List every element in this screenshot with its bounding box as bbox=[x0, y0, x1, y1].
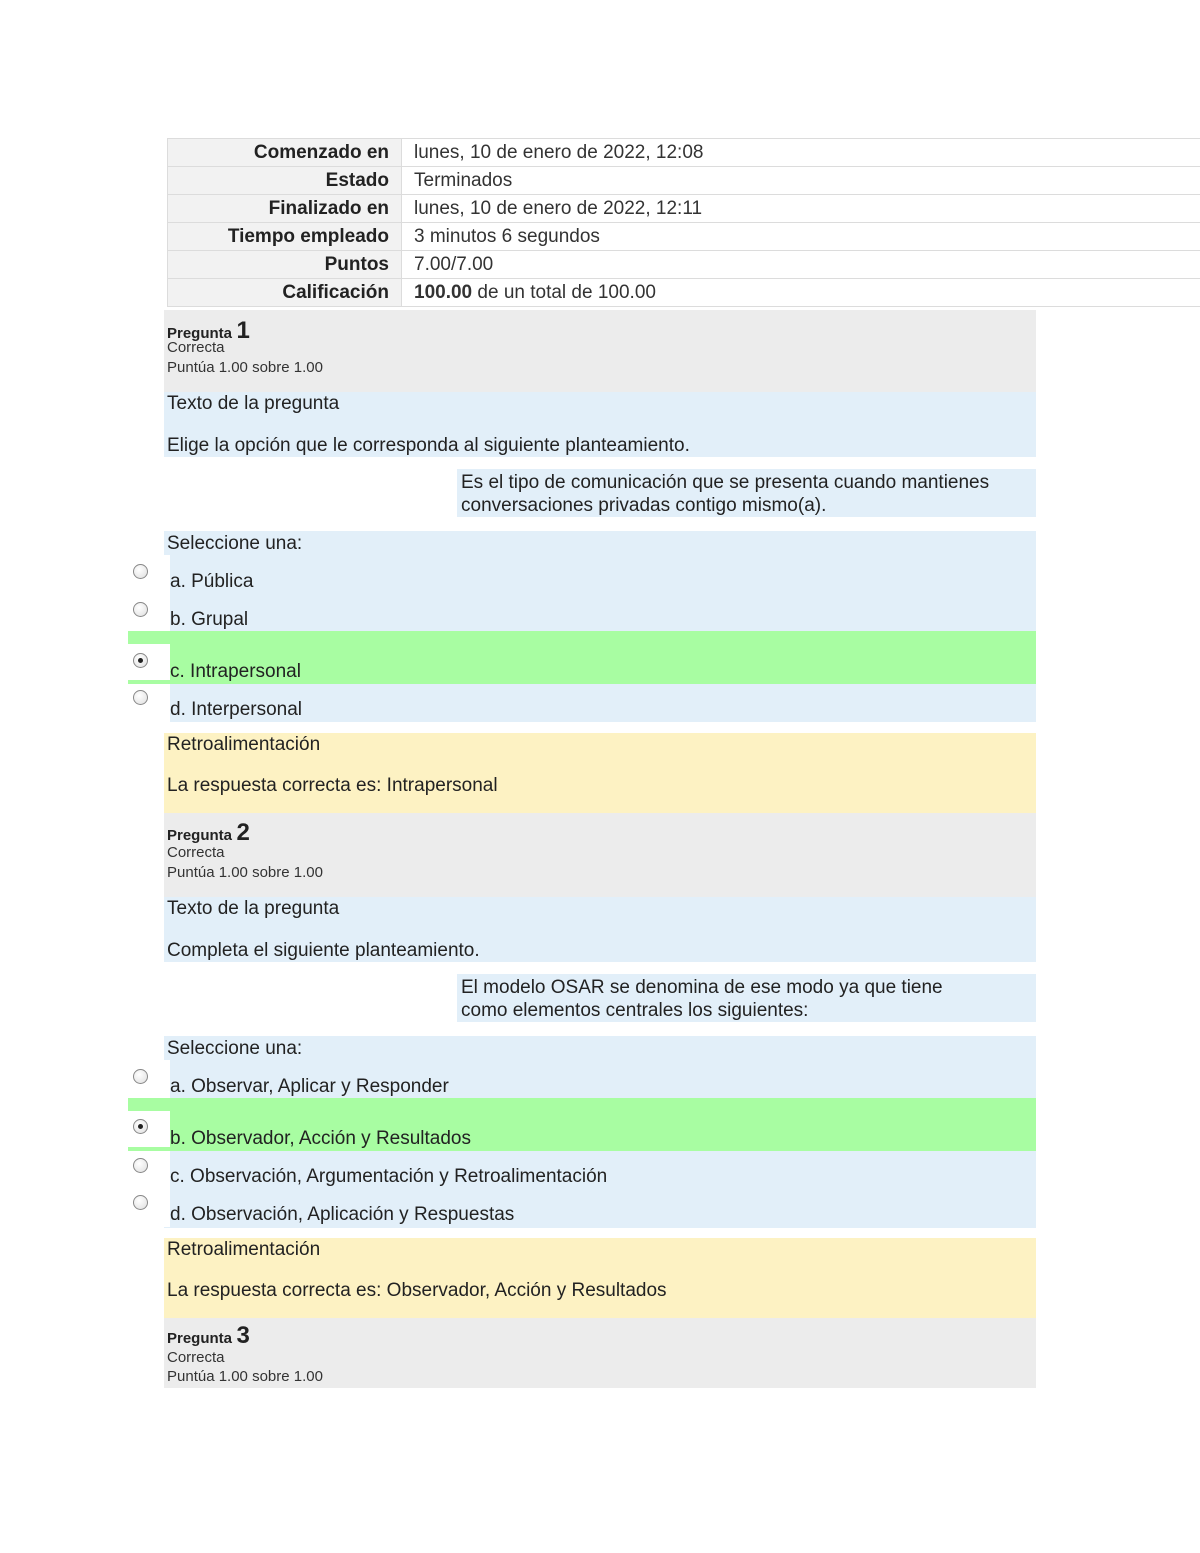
question-3-info bbox=[164, 1318, 1036, 1388]
radio-button[interactable] bbox=[133, 690, 148, 705]
feedback-heading: Retroalimentación bbox=[167, 734, 321, 755]
radio-button-checked[interactable] bbox=[133, 1119, 148, 1134]
summary-row bbox=[168, 139, 1200, 167]
question-number: 2 bbox=[236, 819, 250, 846]
question-status: Correcta bbox=[167, 1349, 225, 1366]
question-2-feedback bbox=[164, 1238, 1036, 1318]
option-label: d. Interpersonal bbox=[170, 699, 303, 720]
option-label: a. Observar, Aplicar y Responder bbox=[170, 1076, 449, 1097]
question-label: Pregunta bbox=[167, 827, 233, 844]
summary-label: Estado bbox=[168, 167, 402, 195]
option-label: d. Observación, Aplicación y Respuestas bbox=[170, 1204, 515, 1225]
question-instruction: Elige la opción que le corresponda al siguiente planteamiento. bbox=[167, 435, 690, 456]
question-1-feedback bbox=[164, 733, 1036, 813]
radio-button[interactable] bbox=[133, 602, 148, 617]
option-row[interactable] bbox=[128, 1060, 1036, 1098]
question-1-info bbox=[164, 310, 1036, 392]
summary-label: Tiempo empleado bbox=[168, 223, 402, 251]
select-prompt: Seleccione una: bbox=[167, 533, 303, 554]
question-2-stem bbox=[457, 974, 1036, 1022]
summary-label: Comenzado en bbox=[168, 139, 402, 167]
option-label: b. Observador, Acción y Resultados bbox=[170, 1128, 471, 1149]
summary-row bbox=[168, 167, 1200, 195]
option-label: c. Intrapersonal bbox=[170, 661, 301, 682]
feedback-text: La respuesta correcta es: Intrapersonal bbox=[167, 775, 498, 796]
question-score: Puntúa 1.00 sobre 1.00 bbox=[167, 359, 323, 376]
summary-value: lunes, 10 de enero de 2022, 12:08 bbox=[402, 139, 1200, 167]
summary-value: 3 minutos 6 segundos bbox=[402, 223, 1200, 251]
option-row[interactable] bbox=[128, 684, 1036, 722]
feedback-text: La respuesta correcta es: Observador, Acción y Resultados bbox=[167, 1280, 667, 1301]
summary-row bbox=[168, 251, 1200, 279]
question-text-heading: Texto de la pregunta bbox=[167, 898, 340, 919]
summary-value bbox=[402, 279, 1200, 307]
question-label: Pregunta bbox=[167, 1330, 233, 1347]
option-label: c. Observación, Argumentación y Retroalimentación bbox=[170, 1166, 608, 1187]
question-1-text bbox=[164, 392, 1036, 457]
radio-button[interactable] bbox=[133, 1195, 148, 1210]
summary-value: Terminados bbox=[402, 167, 1200, 195]
question-number: 3 bbox=[236, 1322, 250, 1349]
question-instruction: Completa el siguiente planteamiento. bbox=[167, 940, 480, 961]
radio-button[interactable] bbox=[133, 564, 148, 579]
summary-label: Finalizado en bbox=[168, 195, 402, 223]
grade-total: de un total de 100.00 bbox=[472, 281, 656, 303]
option-row[interactable] bbox=[128, 593, 1036, 631]
stem-line: conversaciones privadas contigo mismo(a). bbox=[461, 495, 827, 516]
option-row[interactable] bbox=[128, 1189, 1036, 1227]
option-label: b. Grupal bbox=[170, 609, 249, 630]
question-label: Pregunta bbox=[167, 325, 233, 342]
stem-line: Es el tipo de comunicación que se presenta cuando mantienes bbox=[461, 472, 990, 493]
stem-line: El modelo OSAR se denomina de ese modo ya que tiene bbox=[461, 977, 943, 998]
question-status: Correcta bbox=[167, 844, 225, 861]
summary-row bbox=[168, 223, 1200, 251]
attempt-summary-table bbox=[167, 138, 1200, 307]
radio-container bbox=[128, 684, 170, 722]
option-row[interactable] bbox=[128, 555, 1036, 593]
option-row-selected[interactable] bbox=[128, 631, 1036, 684]
question-score: Puntúa 1.00 sobre 1.00 bbox=[167, 1368, 323, 1385]
question-number: 1 bbox=[236, 317, 250, 344]
question-status: Correcta bbox=[167, 339, 225, 356]
question-score: Puntúa 1.00 sobre 1.00 bbox=[167, 864, 323, 881]
radio-button[interactable] bbox=[133, 1069, 148, 1084]
feedback-heading: Retroalimentación bbox=[167, 1239, 321, 1260]
radio-container bbox=[128, 1189, 170, 1227]
question-2-info bbox=[164, 813, 1036, 897]
option-label: a. Pública bbox=[170, 571, 254, 592]
question-1-stem bbox=[457, 469, 1036, 517]
grade-value: 100.00 bbox=[414, 281, 473, 303]
question-text-heading: Texto de la pregunta bbox=[167, 393, 340, 414]
summary-value: 7.00/7.00 bbox=[402, 251, 1200, 279]
summary-label: Puntos bbox=[168, 251, 402, 279]
stem-line: como elementos centrales los siguientes: bbox=[461, 1000, 809, 1021]
radio-button-checked[interactable] bbox=[133, 653, 148, 668]
select-prompt: Seleccione una: bbox=[167, 1038, 303, 1059]
summary-row bbox=[168, 279, 1200, 307]
summary-row bbox=[168, 195, 1200, 223]
question-2-text bbox=[164, 897, 1036, 962]
radio-button[interactable] bbox=[133, 1158, 148, 1173]
summary-label: Calificación bbox=[168, 279, 402, 307]
summary-value: lunes, 10 de enero de 2022, 12:11 bbox=[402, 195, 1200, 223]
option-row[interactable] bbox=[128, 1151, 1036, 1189]
option-row-selected[interactable] bbox=[128, 1098, 1036, 1151]
